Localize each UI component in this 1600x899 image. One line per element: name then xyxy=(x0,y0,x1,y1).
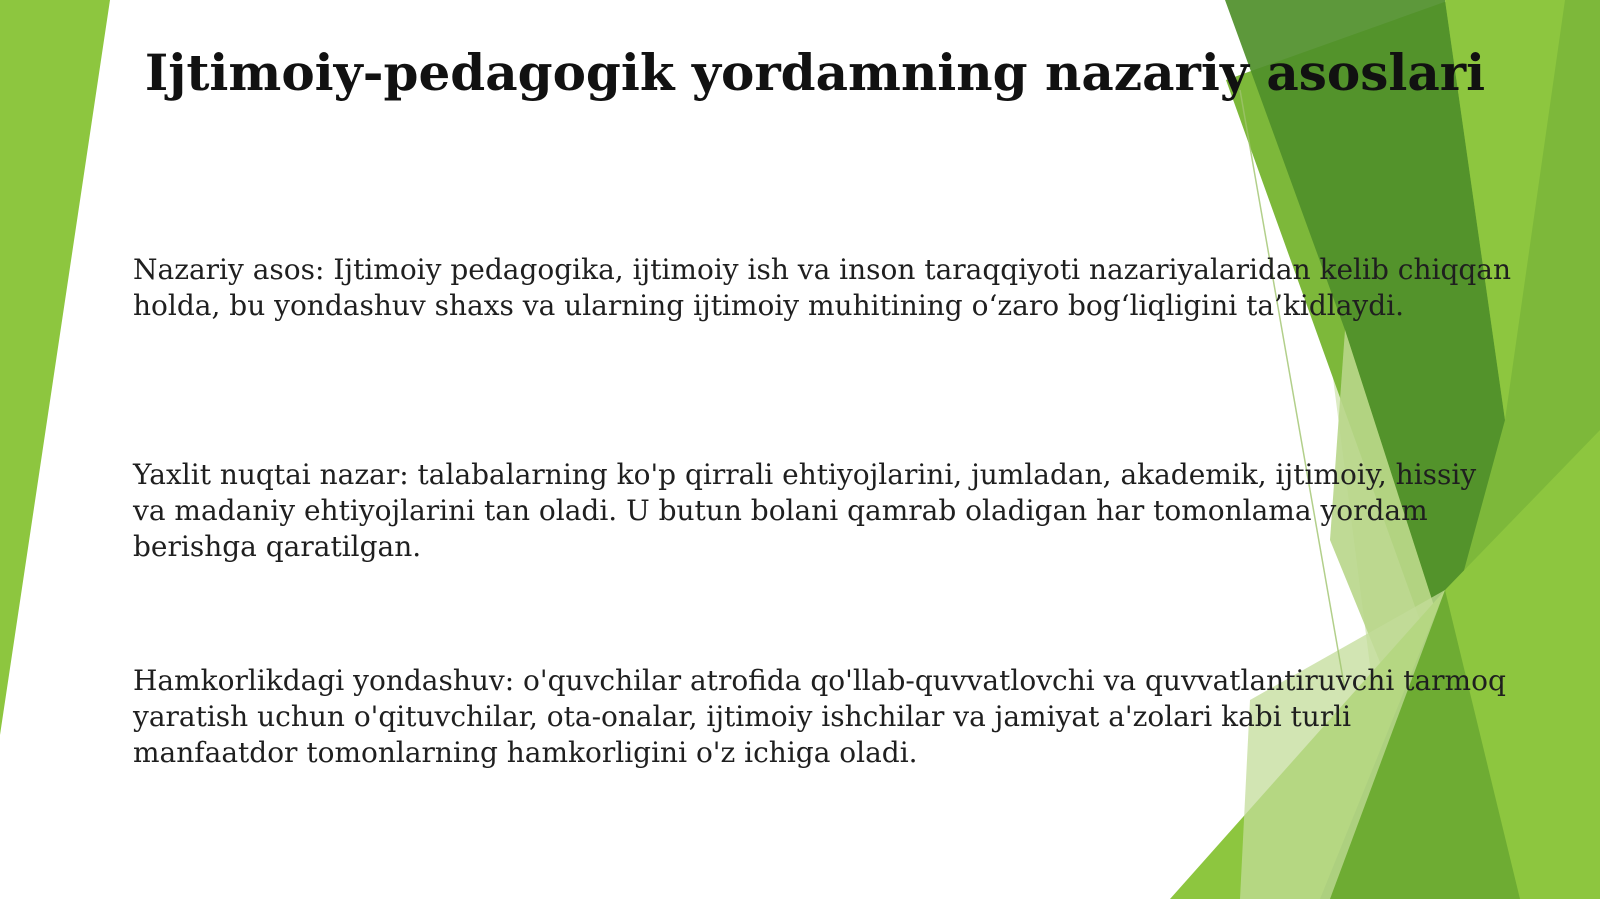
left-green-band xyxy=(0,0,110,735)
paragraph-holistic-view: Yaxlit nuqtai nazar: talabalarning ko'p qirrali ehtiyojlarini, jumladan, akademik, ijtimoiy, hissiy va madaniy ehtiyojlarini tan oladi. U butun bolani qamrab oladigan har tomonlama yordam berishga qaratilgan. xyxy=(133,458,1477,563)
slide-title: Ijtimoiy-pedagogik yordamning nazariy asoslari xyxy=(144,43,1486,102)
paragraph-theoretical-basis: Nazariy asos: Ijtimoiy pedagogika, ijtimoiy ish va inson taraqqiyoti nazariyalaridan kelib chiqqan holda, bu yondashuv shaxs va ularning ijtimoiy muhitining o‘zaro bog‘liqligini ta’kidlaydi. xyxy=(133,253,1512,322)
paragraph-collaborative-approach: Hamkorlikdagi yondashuv: o'quvchilar atrofida qo'llab-quvvatlovchi va quvvatlantiruvchi tarmoq yaratish uchun o'qituvchilar, ota-onalar, ijtimoiy ishchilar va jamiyat a'zolari kabi turli manfaatdor tomonlarning hamkorligini o'z ichiga oladi. xyxy=(133,664,1506,769)
